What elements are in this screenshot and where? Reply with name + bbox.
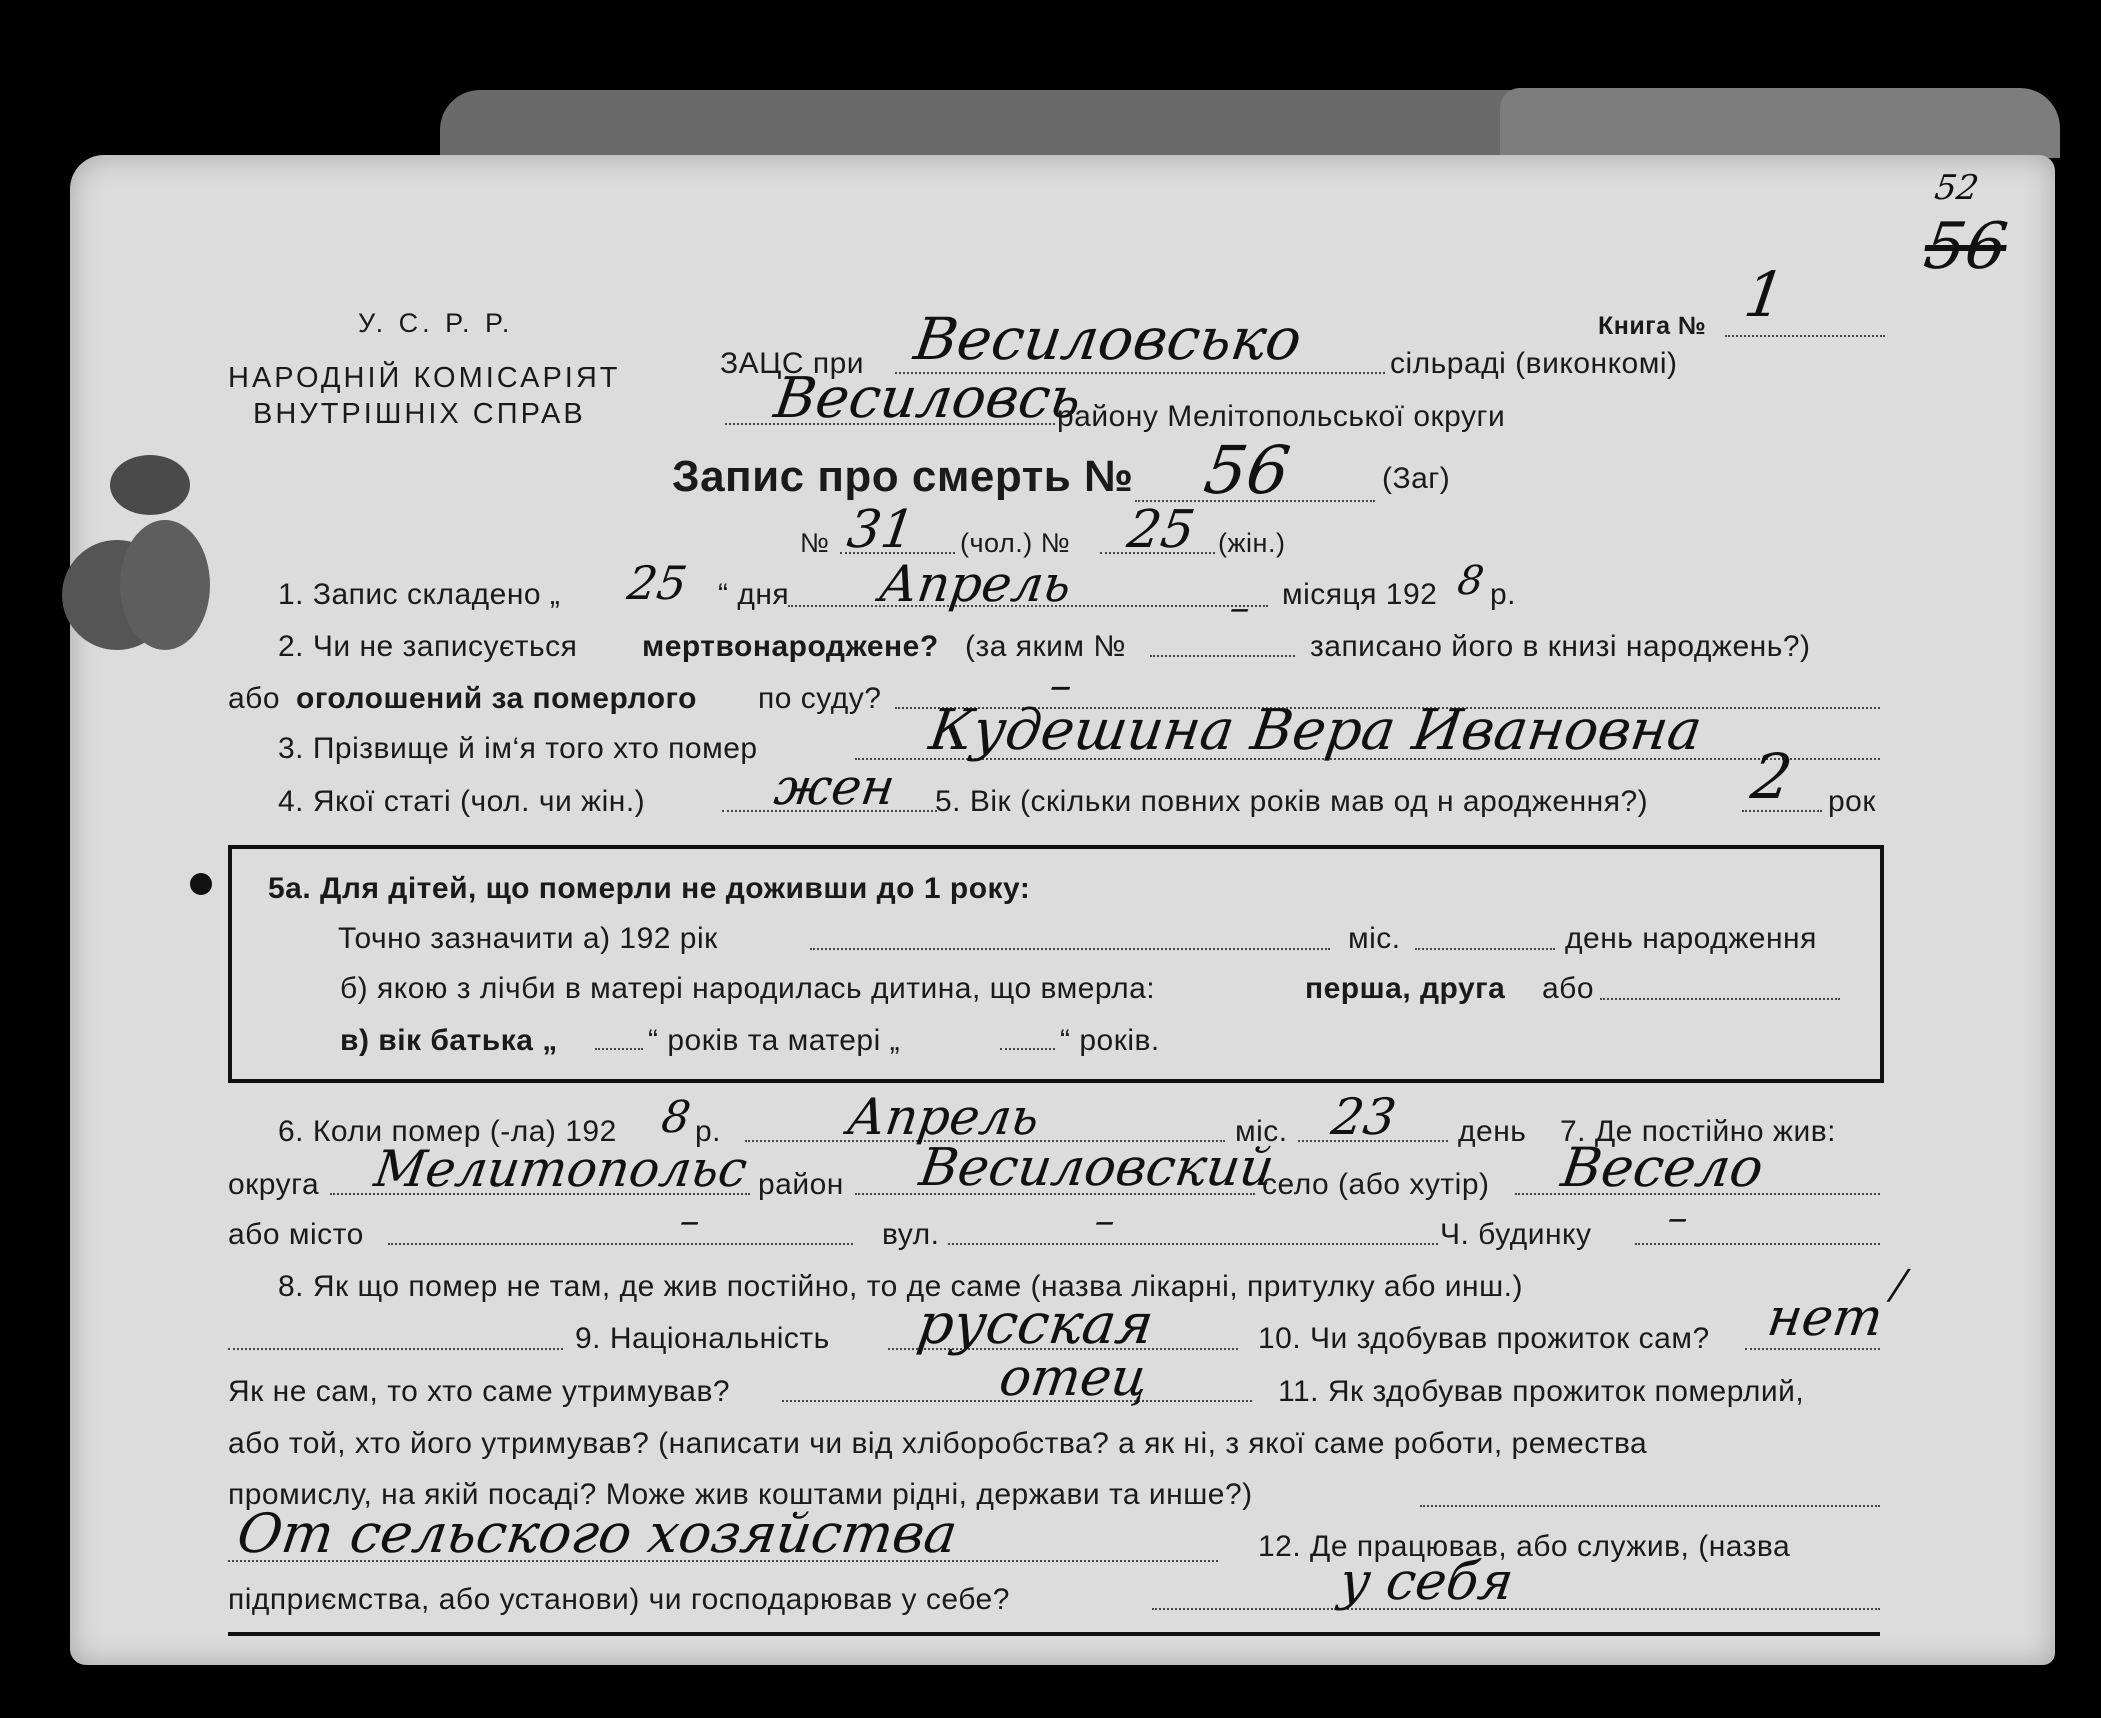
selo-label: село (або хутір) xyxy=(1262,1168,1490,1201)
vul-value: – xyxy=(1091,1198,1119,1244)
hole-mark xyxy=(190,873,212,895)
raion-value: Весиловский xyxy=(915,1138,1278,1198)
bottom-rule xyxy=(228,1632,1880,1636)
raion-label: район xyxy=(758,1168,844,1201)
ink-stain xyxy=(120,520,210,650)
box5a-line-a-2: міс. xyxy=(1348,922,1401,955)
f6-month: Апрель xyxy=(843,1088,1043,1146)
f1-mid: “ дня xyxy=(718,578,790,611)
archive-number-large: 56 xyxy=(1919,210,2012,284)
box5a-line-a-3: день народження xyxy=(1565,922,1817,955)
district-value: Весиловсь xyxy=(770,366,1086,431)
zags-label: ЗАЦС при xyxy=(720,347,865,380)
female-label: (жін.) xyxy=(1218,528,1286,558)
ink-stain xyxy=(110,455,190,515)
f5-value: 2 xyxy=(1746,740,1797,813)
f2-value: – xyxy=(1046,660,1076,711)
f11-label: 11. Як здобував прожиток померлий, xyxy=(1278,1375,1805,1408)
f11-dots xyxy=(1420,1505,1880,1507)
f2-b: (за яким № xyxy=(965,630,1127,663)
f6-day: 23 xyxy=(1327,1088,1400,1146)
f2-bold: мертвонароджене? xyxy=(642,630,939,663)
f10-value: нет xyxy=(1763,1288,1887,1348)
box5a-line-b-1: б) якою з лічби в матері народилась дитина, що вмерла: xyxy=(340,972,1156,1005)
vul-label: вул. xyxy=(882,1218,940,1251)
male-number: 31 xyxy=(843,500,919,560)
f1-prefix: 1. Запис складено „ xyxy=(278,578,561,611)
budynok-label: Ч. будинку xyxy=(1440,1218,1592,1251)
female-number: 25 xyxy=(1123,500,1199,560)
f3-value: Кудешина Вера Ивановна xyxy=(925,698,1706,763)
f11-line2: або той, хто його утримував? (написати чи від хліборобства? а як ні, з якої саме роботи, ремества xyxy=(228,1427,1648,1460)
num-label: № xyxy=(800,528,830,558)
f2-e: по суду? xyxy=(758,682,882,715)
f4-label: 4. Якої статі (чол. чи жін.) xyxy=(278,785,646,818)
f5-label: 5. Вік (скільки повних років мав од н ародження?) xyxy=(935,785,1649,818)
budynok-value: – xyxy=(1664,1195,1692,1241)
book-value: 1 xyxy=(1739,258,1790,331)
f11-value: От сельского хозяйства xyxy=(233,1502,962,1565)
f11-line3: промислу, на якій посаді? Може жив коштами рідні, держави та инше?) xyxy=(228,1478,1253,1511)
misto-label: або місто xyxy=(228,1218,364,1251)
f12-value: у себя xyxy=(1335,1552,1517,1612)
record-title: Запис про смерть № xyxy=(672,452,1134,501)
f2-dots xyxy=(1150,655,1295,657)
box5a-line-a-dots1 xyxy=(810,948,1330,950)
f1-r: р. xyxy=(1490,578,1517,611)
book-label: Книга № xyxy=(1598,312,1707,340)
f2-bold2: оголошений за померлого xyxy=(296,682,697,715)
f6-r: р. xyxy=(695,1115,722,1148)
f2-d: або xyxy=(228,682,281,715)
okruga-value: Мелитопольс xyxy=(370,1140,751,1198)
f1-suffix: місяця 192 xyxy=(1282,578,1438,611)
zag-label: (Заг) xyxy=(1382,462,1451,495)
f1-month: Апрель xyxy=(875,555,1075,613)
box5a-line-c-2: “ років та матері „ xyxy=(648,1024,901,1057)
book-dots xyxy=(1725,335,1885,337)
box5a-line-b-bold: перша, друга xyxy=(1305,972,1506,1005)
box5a-line-a-dots2 xyxy=(1415,948,1555,950)
misto-dots xyxy=(388,1243,853,1245)
f12-dots xyxy=(1152,1608,1880,1610)
box5a-line-c-1: в) вік батька „ xyxy=(340,1024,558,1057)
f9-value: русская xyxy=(913,1292,1158,1357)
box5a-line-a-1: Точно зазначити а) 192 рік xyxy=(338,922,718,955)
f8-value: / xyxy=(1888,1262,1909,1308)
torn-top-edge-right xyxy=(1500,88,2060,158)
zags-value: Весиловсько xyxy=(910,305,1306,373)
f1-day: 25 xyxy=(624,556,691,610)
box5a-line-c-3: “ років. xyxy=(1060,1024,1160,1057)
f8-dots xyxy=(228,1348,563,1350)
budynok-dots xyxy=(1635,1243,1880,1245)
f6-a: 6. Коли помер (-ла) 192 xyxy=(278,1115,617,1148)
f8-label: 8. Як що помер не там, де жив постійно, то де саме (назва лікарні, притулку або инш.) xyxy=(278,1270,1524,1303)
box5a-line-b-dots xyxy=(1600,998,1840,1000)
misto-value: – xyxy=(676,1198,704,1244)
usrr-label: У. С. Р. Р. xyxy=(358,308,514,338)
f12-line2: підприємства, або установи) чи господарював у себе? xyxy=(228,1583,1010,1616)
f9-label: 9. Національність xyxy=(575,1322,830,1355)
f6-mis: міс. xyxy=(1235,1115,1288,1148)
box5a-line-b-2: або xyxy=(1542,972,1595,1005)
f5-unit: рок xyxy=(1828,785,1876,818)
f2-c: записано його в книзі народжень?) xyxy=(1310,630,1811,663)
f7-label: 7. Де постійно жив: xyxy=(1560,1115,1836,1148)
vul-dots xyxy=(948,1243,1438,1245)
f4-value: жен xyxy=(770,758,899,816)
kept-label: Як не сам, то хто саме утримував? xyxy=(228,1375,731,1408)
f1-year-digit: 8 xyxy=(1454,558,1487,604)
f6-den: день xyxy=(1458,1115,1527,1148)
district-label: району Мелітопольської округи xyxy=(1057,400,1506,433)
box5a-line-c-dots2 xyxy=(1000,1048,1055,1050)
council-label: сільраді (виконкомі) xyxy=(1390,347,1678,380)
f10-label: 10. Чи здобував прожиток сам? xyxy=(1258,1322,1710,1355)
f6-year-digit: 8 xyxy=(658,1092,694,1143)
f12-label: 12. Де працював, або служив, (назва xyxy=(1258,1530,1791,1563)
f1-dash: – xyxy=(1226,585,1254,631)
f2-a: 2. Чи не записується xyxy=(278,630,578,663)
box5a-heading: 5а. Для дітей, що померли не доживши до 1 року: xyxy=(268,872,1031,905)
kept-value: отец xyxy=(995,1348,1152,1408)
commissariat-line1: НАРОДНІЙ КОМІСАРІЯТ xyxy=(228,362,621,394)
selo-value: Весело xyxy=(1557,1136,1768,1199)
box5a-line-c-dots1 xyxy=(595,1048,643,1050)
male-label: (чол.) № xyxy=(960,528,1071,558)
f10-dots xyxy=(1745,1348,1880,1350)
okruga-label: округа xyxy=(228,1168,320,1201)
f3-label: 3. Прізвище й ім‘я того хто помер xyxy=(278,732,758,765)
archive-number-small: 52 xyxy=(1932,168,1982,208)
record-number: 56 xyxy=(1199,432,1295,509)
commissariat-line2: ВНУТРІШНІХ СПРАВ xyxy=(253,398,586,430)
